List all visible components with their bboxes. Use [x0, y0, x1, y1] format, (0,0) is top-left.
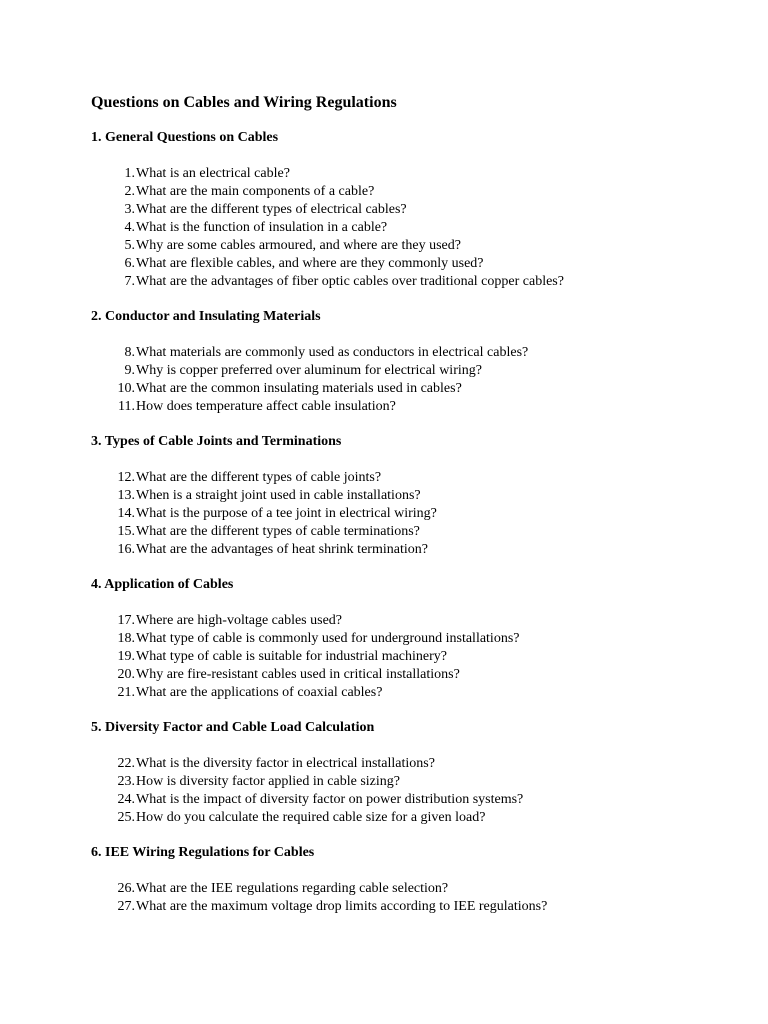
question-text: What is an electrical cable? — [136, 166, 290, 181]
question-text: How is diversity factor applied in cable sizing? — [136, 774, 400, 789]
question-item — [91, 487, 768, 505]
question-text: What are the different types of cable joints? — [136, 470, 382, 485]
question-item — [91, 755, 768, 773]
question-item — [91, 809, 768, 827]
question-number: 18. — [117, 631, 135, 646]
question-item — [91, 344, 768, 362]
question-item — [91, 791, 768, 809]
section-2 — [91, 308, 768, 416]
question-item — [91, 898, 768, 916]
question-item — [91, 362, 768, 380]
section-heading: 3. Types of Cable Joints and Terminations — [91, 434, 342, 449]
question-text: What is the diversity factor in electrical installations? — [136, 756, 435, 771]
question-text: What are the IEE regulations regarding cable selection? — [136, 881, 449, 896]
question-item — [91, 523, 768, 541]
question-text: How does temperature affect cable insulation? — [136, 399, 396, 414]
question-item — [91, 684, 768, 702]
question-number: 24. — [117, 792, 135, 807]
question-item — [91, 630, 768, 648]
question-text: What are the main components of a cable? — [136, 184, 375, 199]
question-item — [91, 648, 768, 666]
question-text: What are the common insulating materials used in cables? — [136, 381, 462, 396]
section-heading: 1. General Questions on Cables — [91, 130, 279, 145]
question-list — [91, 469, 768, 559]
question-text: What are the advantages of heat shrink termination? — [136, 542, 428, 557]
question-number: 1. — [124, 166, 135, 181]
question-list — [91, 165, 768, 291]
question-text: What materials are commonly used as conductors in electrical cables? — [136, 345, 529, 360]
question-text: When is a straight joint used in cable installations? — [136, 488, 421, 503]
question-item — [91, 273, 768, 291]
question-number: 16. — [117, 542, 135, 557]
question-item — [91, 398, 768, 416]
section-heading: 4. Application of Cables — [91, 577, 234, 592]
question-item — [91, 183, 768, 201]
question-text: What is the impact of diversity factor on power distribution systems? — [136, 792, 524, 807]
question-item — [91, 612, 768, 630]
question-item — [91, 773, 768, 791]
question-list — [91, 344, 768, 416]
sections-container — [91, 129, 768, 916]
question-item — [91, 505, 768, 523]
question-text: What are the advantages of fiber optic cables over traditional copper cables? — [136, 274, 564, 289]
question-item — [91, 666, 768, 684]
question-number: 6. — [124, 256, 135, 271]
section-heading: 5. Diversity Factor and Cable Load Calculation — [91, 720, 375, 735]
question-number: 7. — [124, 274, 135, 289]
question-item — [91, 541, 768, 559]
question-number: 2. — [124, 184, 135, 199]
question-item — [91, 165, 768, 183]
question-list — [91, 880, 768, 916]
question-number: 10. — [117, 381, 135, 396]
question-item — [91, 219, 768, 237]
section-heading: 2. Conductor and Insulating Materials — [91, 309, 321, 324]
question-number: 4. — [124, 220, 135, 235]
section-4 — [91, 576, 768, 702]
question-number: 22. — [117, 756, 135, 771]
question-number: 8. — [124, 345, 135, 360]
document-title: Questions on Cables and Wiring Regulations — [91, 94, 397, 111]
question-text: Where are high-voltage cables used? — [136, 613, 343, 628]
question-text: What are the different types of cable terminations? — [136, 524, 420, 539]
section-6 — [91, 844, 768, 916]
question-item — [91, 380, 768, 398]
question-text: Why is copper preferred over aluminum for electrical wiring? — [136, 363, 482, 378]
section-5 — [91, 719, 768, 827]
question-number: 21. — [117, 685, 135, 700]
question-number: 9. — [124, 363, 135, 378]
question-number: 5. — [124, 238, 135, 253]
question-number: 17. — [117, 613, 135, 628]
question-number: 19. — [117, 649, 135, 664]
section-1 — [91, 129, 768, 291]
question-text: What are the maximum voltage drop limits according to IEE regulations? — [136, 899, 548, 914]
question-number: 11. — [118, 399, 135, 414]
question-text: What type of cable is suitable for industrial machinery? — [136, 649, 448, 664]
question-item — [91, 201, 768, 219]
question-text: What are the applications of coaxial cables? — [136, 685, 383, 700]
question-item — [91, 880, 768, 898]
question-number: 20. — [117, 667, 135, 682]
question-item — [91, 237, 768, 255]
section-heading: 6. IEE Wiring Regulations for Cables — [91, 845, 315, 860]
section-3 — [91, 433, 768, 559]
question-number: 23. — [117, 774, 135, 789]
question-number: 26. — [117, 881, 135, 896]
question-number: 12. — [117, 470, 135, 485]
question-text: Why are some cables armoured, and where are they used? — [136, 238, 461, 253]
question-text: What are the different types of electrical cables? — [136, 202, 407, 217]
question-number: 15. — [117, 524, 135, 539]
question-text: What type of cable is commonly used for underground installations? — [136, 631, 520, 646]
question-number: 25. — [117, 810, 135, 825]
question-list — [91, 612, 768, 702]
question-text: What is the function of insulation in a cable? — [136, 220, 388, 235]
question-number: 3. — [124, 202, 135, 217]
question-number: 13. — [117, 488, 135, 503]
question-text: Why are fire-resistant cables used in critical installations? — [136, 667, 460, 682]
question-number: 27. — [117, 899, 135, 914]
question-text: What are flexible cables, and where are they commonly used? — [136, 256, 484, 271]
question-item — [91, 255, 768, 273]
question-text: How do you calculate the required cable size for a given load? — [136, 810, 486, 825]
question-number: 14. — [117, 506, 135, 521]
question-list — [91, 755, 768, 827]
question-text: What is the purpose of a tee joint in electrical wiring? — [136, 506, 437, 521]
question-item — [91, 469, 768, 487]
